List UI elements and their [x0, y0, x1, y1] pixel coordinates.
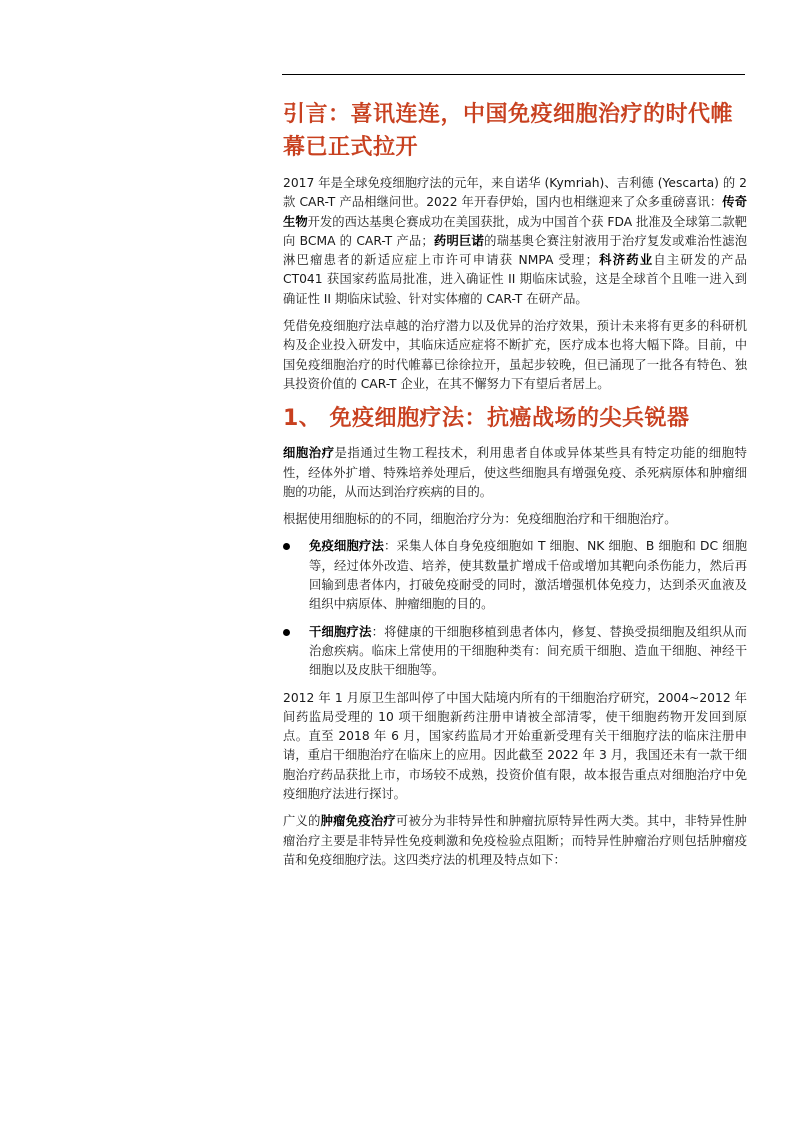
intro-heading: 引言：喜讯连连，中国免疫细胞治疗的时代帷幕已正式拉开: [283, 102, 734, 160]
intro-paragraph-1: [283, 174, 747, 309]
header-rule: [282, 74, 745, 75]
text-run: 是指通过生物工程技术，利用患者自体或异体某些具有特定功能的细胞特性，经体外扩增、特殊培养处理后，使这些细胞具有增强免疫、杀死病原体和肿瘤细胞的功能，从而达到治疗疾病的目的。: [283, 446, 747, 499]
bullet-text: ：将健康的干细胞移植到患者体内，修复、替换受损细胞及组织从而治愈疾病。临床上常使用的干细胞种类有：间充质干细胞、造血干细胞、神经干细胞以及皮肤干细胞等。: [309, 624, 747, 678]
intro-paragraph-2: 凭借免疫细胞疗法卓越的治疗潜力以及优异的治疗效果，预计未来将有更多的科研机构及企业投入研发中，其临床适应症将不断扩充，医疗成本也将大幅下降。目前，中国免疫细胞治疗的时代帷幕已徐徐拉开，虽起步较晚，但已涌现了一批各有特色、独具投资价值的 CAR-T 企业，在其不懈努力下有望后者居上。: [283, 319, 747, 391]
therapy-bullet-list: [283, 537, 747, 680]
bullet-text: ：采集人体自身免疫细胞如 T 细胞、NK 细胞、B 细胞和 DC 细胞等，经过体外改造、培养，使其数量扩增成千倍或增加其靶向杀伤能力，然后再回输到患者体内，打破免疫耐受的同时，激活增强机体免疫力，达到杀灭血液及组织中病原体、肿瘤细胞的目的。: [309, 539, 747, 612]
bullet-dot-icon: [283, 543, 290, 550]
bold-term: 药明巨诺: [433, 233, 485, 248]
bullet-label: 干细胞疗法: [309, 624, 372, 639]
text-run: 自主研发的产品 CT041 获国家药监局批准，进入确证性 II 期临床试验，这是全球首个且唯一进入到确证性 II 期临床试验、针对实体瘤的 CAR-T 在研产品。: [283, 253, 747, 306]
section-1-paragraph-4: [283, 812, 747, 870]
text-run: 广义的: [283, 814, 321, 829]
section-1-paragraph-1: [283, 444, 747, 502]
bullet-stem-cell-therapy: [283, 623, 747, 681]
bold-term: 科济药业: [597, 253, 654, 268]
text-run: 可被分为非特异性和肿瘤抗原特异性两大类。其中，非特异性肿瘤治疗主要是非特异性免疫刺激和免疫检验点阻断；而特异性肿瘤治疗则包括肿瘤疫苗和免疫细胞疗法。这四类疗法的机理及特点如下：: [283, 814, 747, 867]
bullet-label: 免疫细胞疗法: [309, 539, 384, 554]
bold-term: 传奇生物: [283, 195, 747, 229]
bullet-dot-icon: [283, 629, 290, 636]
bullet-immune-cell-therapy: [283, 537, 747, 614]
section-1-paragraph-2: 根据使用细胞标的的不同，细胞治疗分为：免疫细胞治疗和干细胞治疗。: [283, 512, 677, 527]
text-run: 的瑞基奥仑赛注射液用于治疗复发或难治性滤泡淋巴瘤患者的新适应症上市许可申请获 NMPA 受理；: [283, 233, 747, 268]
section-1-heading: 1、 免疫细胞疗法：抗癌战场的尖兵锐器: [283, 406, 690, 432]
bold-term: 肿瘤免疫治疗: [320, 814, 396, 829]
text-run: 开发的西达基奥仑赛成功在美国获批，成为中国首个获 FDA 批准及全球第二款靶向 BCMA 的 CAR-T 产品；: [283, 214, 747, 248]
section-1-paragraph-3: 2012 年 1 月原卫生部叫停了中国大陆境内所有的干细胞治疗研究，2004~2012 年间药监局受理的 10 项干细胞新药注册申请被全部清零，使干细胞药物开发回到原点。直至 2018 年 6 月，国家药监局才开始重新受理有关干细胞疗法的临床注册申请，重启干细胞治疗在临床上的应用。因此截至 2022 年 3 月，我国还未有一款干细胞治疗药品获批上市，市场较不成熟，投资价值有限，故本报告重点对细胞治疗中免疫细胞疗法进行探讨。: [283, 690, 747, 802]
main-content: [283, 98, 747, 878]
text-run: 2017 年是全球免疫细胞疗法的元年，来自诺华 (Kymriah)、吉利德 (Yescarta) 的 2 款 CAR-T 产品相继问世。2022 年开春伊始，国内也相继迎来了众多重磅喜讯：: [283, 176, 747, 210]
bold-term: 细胞治疗: [283, 446, 335, 461]
